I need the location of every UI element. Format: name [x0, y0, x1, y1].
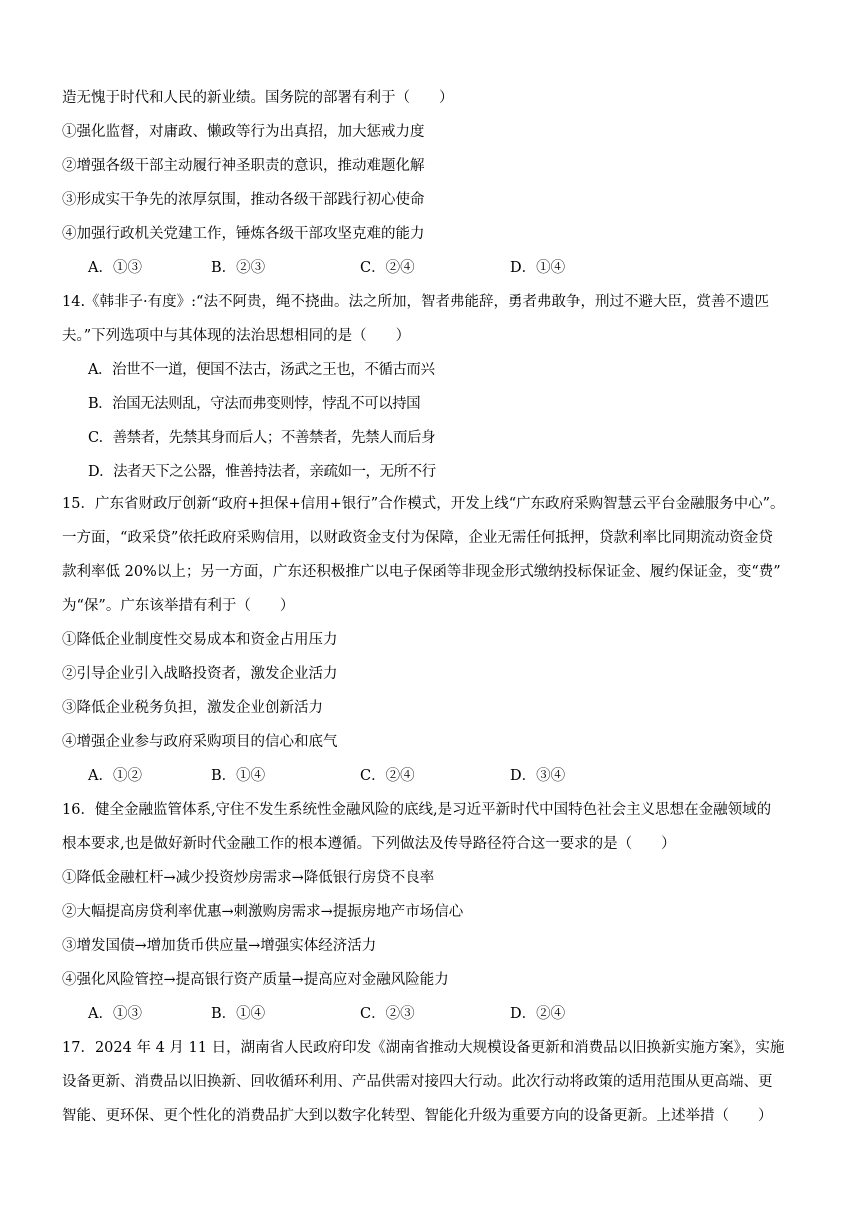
q13-choice-b[interactable]: B．②③: [211, 260, 266, 276]
q17-stem-line-1: 17．2024 年 4 月 11 日，湖南省人民政府印发《湖南省推动大规模设备更新和消费品以旧换新实施方案》，实施: [62, 1040, 785, 1056]
q13-statement-4: ④加强行政机关党建工作，锤炼各级干部攻坚克难的能力: [62, 226, 425, 242]
q13-choices: [88, 258, 788, 278]
q16-statement-1: ①降低金融杠杆→减少投资炒房需求→降低银行房贷不良率: [62, 870, 435, 886]
q15-stem-line-4: 为“保”。广东该举措有利于（ ）: [62, 598, 295, 614]
q14-option-a[interactable]: A．治世不一道，便国不法古，汤武之王也，不循古而兴: [88, 362, 435, 378]
q17-stem-line-2: 设备更新、消费品以旧换新、回收循环利用、产品供需对接四大行动。此次行动将政策的适用范围从更高端、更: [62, 1074, 773, 1090]
q16-choice-c[interactable]: C．②③: [360, 1006, 415, 1022]
q15-statement-2: ②引导企业引入战略投资者，激发企业活力: [62, 666, 338, 682]
q14-stem-line-2: 夫。”下列选项中与其体现的法治思想相同的是（ ）: [62, 328, 411, 344]
q16-statement-4: ④强化风险管控→提高银行资产质量→提高应对金融风险能力: [62, 972, 449, 988]
q16-stem-line-2: 根本要求,也是做好新时代金融工作的根本遵循。下列做法及传导路径符合这一要求的是（ ）: [62, 836, 676, 852]
q15-statement-3: ③降低企业税务负担，激发企业创新活力: [62, 700, 323, 716]
q16-stem-line-1: 16．健全金融监管体系,守住不发生系统性金融风险的底线,是习近平新时代中国特色社会主义思想在金融领域的: [62, 802, 772, 818]
q15-choice-b[interactable]: B．①④: [211, 768, 266, 784]
q14-option-c[interactable]: C．善禁者，先禁其身而后人；不善禁者，先禁人而后身: [88, 430, 436, 446]
q16-choices: [88, 1004, 788, 1024]
q15-choice-c[interactable]: C．②④: [360, 768, 415, 784]
q15-choice-a[interactable]: A．①②: [88, 768, 142, 784]
q17-stem-line-3: 智能、更环保、更个性化的消费品扩大到以数字化转型、智能化升级为重要方向的设备更新。上述举措（ ）: [62, 1108, 773, 1124]
q15-statement-4: ④增强企业参与政府采购项目的信心和底气: [62, 734, 338, 750]
q13-statement-2: ②增强各级干部主动履行神圣职责的意识，推动难题化解: [62, 158, 425, 174]
q13-stem: 造无愧于时代和人民的新业绩。国务院的部署有利于（ ）: [62, 90, 454, 106]
q15-stem-line-1: 15．广东省财政厅创新“政府+担保+信用+银行”合作模式，开发上线“广东政府采购智慧云平台金融服务中心”。: [62, 496, 785, 512]
q14-option-b[interactable]: B．治国无法则乱，守法而弗变则悖，悖乱不可以持国: [88, 396, 421, 412]
q16-choice-b[interactable]: B．①④: [211, 1006, 266, 1022]
q13-statement-1: ①强化监督，对庸政、懒政等行为出真招，加大惩戒力度: [62, 124, 425, 140]
q14-option-d[interactable]: D．法者天下之公器，惟善持法者，亲疏如一，无所不行: [88, 464, 436, 480]
q15-stem-line-2: 一方面，“政采贷”依托政府采购信用，以财政资金支付为保障，企业无需任何抵押，贷款利率比同期流动资金贷: [62, 530, 773, 546]
q13-choice-d[interactable]: D．①④: [510, 260, 566, 276]
q13-statement-3: ③形成实干争先的浓厚氛围，推动各级干部践行初心使命: [62, 192, 425, 208]
q15-stem-line-3: 款利率低 20%以上；另一方面，广东还积极推广以电子保函等非现金形式缴纳投标保证金、履约保证金，变“费”: [62, 564, 781, 580]
q15-choices: [88, 766, 788, 786]
q14-stem-line-1: 14.《韩非子·有度》:“法不阿贵，绳不挠曲。法之所加，智者弗能辞，勇者弗敢争，刑过不避大臣，赏善不遗匹: [62, 294, 769, 310]
q16-choice-d[interactable]: D．②④: [510, 1006, 566, 1022]
q13-choice-a[interactable]: A．①③: [88, 260, 142, 276]
q16-statement-3: ③增发国债→增加货币供应量→增强实体经济活力: [62, 938, 377, 954]
q16-choice-a[interactable]: A．①③: [88, 1006, 142, 1022]
q15-statement-1: ①降低企业制度性交易成本和资金占用压力: [62, 632, 338, 648]
q16-statement-2: ②大幅提高房贷利率优惠→刺激购房需求→提振房地产市场信心: [62, 904, 464, 920]
q15-choice-d[interactable]: D．③④: [510, 768, 566, 784]
q13-choice-c[interactable]: C．②④: [360, 260, 415, 276]
